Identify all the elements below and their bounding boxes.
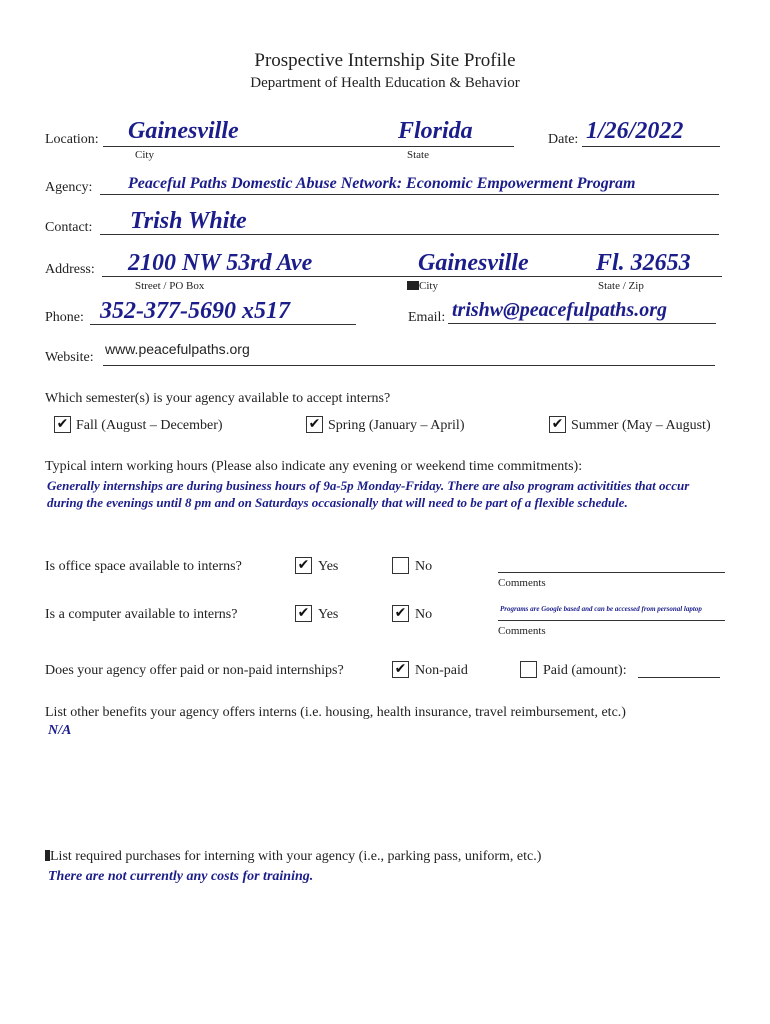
office-no-label: No (415, 559, 433, 574)
website-field[interactable]: www.peacefulpaths.org (105, 341, 250, 357)
nonpaid-label: Non-paid (415, 663, 468, 678)
summer-label: Summer (May – August) (571, 418, 711, 433)
contact-label: Contact: (45, 220, 93, 235)
statezip-caption: State / Zip (598, 280, 644, 292)
phone-field[interactable]: 352-377-5690 x517 (100, 298, 290, 324)
city-caption: City (135, 149, 154, 161)
computer-yes-checkbox[interactable] (295, 605, 312, 622)
website-underline (103, 365, 715, 366)
address-street-field[interactable]: 2100 NW 53rd Ave (128, 250, 313, 276)
computer-question: Is a computer available to interns? (45, 607, 238, 622)
street-caption: Street / PO Box (135, 280, 205, 292)
computer-comment-underline (498, 620, 725, 621)
location-label: Location: (45, 132, 99, 147)
fall-label: Fall (August – December) (76, 418, 223, 433)
office-yes-label: Yes (318, 559, 339, 574)
address-city-caption (407, 280, 438, 292)
location-underline (103, 146, 514, 147)
spring-label: Spring (January – April) (328, 418, 465, 433)
redaction-mark (407, 281, 419, 290)
phone-underline (90, 324, 356, 325)
address-underline (102, 276, 722, 277)
paid-checkbox[interactable] (520, 661, 537, 678)
website-label: Website: (45, 350, 94, 365)
paid-amount-underline[interactable] (638, 677, 720, 678)
contact-underline (100, 234, 719, 235)
agency-field[interactable]: Peaceful Paths Domestic Abuse Network: Economic Empowerment Program (128, 175, 636, 192)
computer-no-label: No (415, 607, 433, 622)
date-field[interactable]: 1/26/2022 (586, 118, 684, 144)
agency-underline (100, 194, 719, 195)
office-comments-caption: Comments (498, 577, 546, 589)
benefits-answer[interactable]: N/A (48, 723, 72, 738)
computer-yes-label: Yes (318, 607, 339, 622)
state-caption: State (407, 149, 429, 161)
summer-checkbox[interactable] (549, 416, 566, 433)
agency-label: Agency: (45, 180, 93, 195)
page-subtitle: Department of Health Education & Behavior (250, 75, 520, 91)
email-field[interactable]: trishw@peacefulpaths.org (452, 299, 667, 321)
purchases-question-text: List required purchases for interning with your agency (i.e., parking pass, uniform, etc.) (50, 849, 542, 864)
contact-field[interactable]: Trish White (130, 208, 247, 234)
hours-answer[interactable]: Generally internships are during business hours of 9a-5p Monday-Friday. There are also program activitities that occur during the evenings until 8 pm and on Saturdays occasionally that will need to be part of a flexible schedule. (47, 478, 690, 510)
nonpaid-checkbox[interactable] (392, 661, 409, 678)
computer-comments-caption: Comments (498, 625, 546, 637)
hours-question: Typical intern working hours (Please also indicate any evening or weekend time commitments): (45, 459, 583, 474)
office-question: Is office space available to interns? (45, 559, 242, 574)
date-label: Date: (548, 132, 579, 147)
location-city-field[interactable]: Gainesville (128, 118, 239, 144)
purchases-answer[interactable]: There are not currently any costs for training. (48, 869, 314, 884)
computer-comment-field[interactable]: Programs are Google based and can be accessed from personal laptop (500, 605, 702, 613)
office-yes-checkbox[interactable] (295, 557, 312, 574)
location-state-field[interactable]: Florida (398, 118, 473, 144)
purchases-question (45, 849, 541, 865)
paid-label: Paid (amount): (543, 663, 627, 678)
address-label: Address: (45, 262, 95, 277)
email-label: Email: (408, 310, 446, 325)
semester-question: Which semester(s) is your agency available to accept interns? (45, 391, 391, 406)
address-statezip-field[interactable]: Fl. 32653 (596, 250, 691, 276)
office-comment-underline (498, 572, 725, 573)
benefits-question: List other benefits your agency offers interns (i.e. housing, health insurance, travel reimbursement, etc.) (45, 705, 626, 720)
page-title: Prospective Internship Site Profile (254, 50, 516, 71)
office-no-checkbox[interactable] (392, 557, 409, 574)
address-city-field[interactable]: Gainesville (418, 250, 529, 276)
computer-no-checkbox[interactable] (392, 605, 409, 622)
phone-label: Phone: (45, 310, 84, 325)
paid-question: Does your agency offer paid or non-paid internships? (45, 663, 344, 678)
address-city-caption-text: City (419, 280, 438, 292)
spring-checkbox[interactable] (306, 416, 323, 433)
email-underline (448, 323, 716, 324)
date-underline (582, 146, 720, 147)
fall-checkbox[interactable] (54, 416, 71, 433)
